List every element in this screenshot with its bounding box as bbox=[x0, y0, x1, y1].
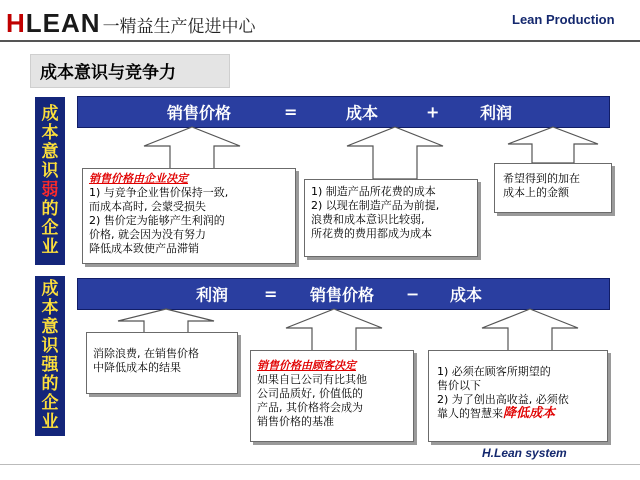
box-line: 浪费和成本意识比较弱, bbox=[311, 213, 425, 226]
up-arrow-icon bbox=[116, 308, 216, 334]
formula-profit: 利润 bbox=[196, 285, 229, 305]
price-set-by-company-box bbox=[82, 168, 296, 264]
page-title: 成本意识与竞争力 bbox=[40, 63, 176, 83]
box-line: 产品, 其价格将会成为 bbox=[257, 401, 363, 414]
formula-bar-weak bbox=[77, 96, 610, 128]
box-line: 销售价格的基准 bbox=[257, 415, 334, 428]
box-heading: 销售价格由顾客决定 bbox=[257, 359, 356, 372]
box-line: 1) 必须在顾客所期望的 bbox=[437, 365, 551, 378]
box-line: 1) 制造产品所花费的成本 bbox=[311, 185, 436, 198]
profit-description-box bbox=[494, 163, 612, 213]
strong-cost-awareness-label bbox=[35, 276, 65, 436]
logo-subtitle: 一精益生产促进中心 bbox=[102, 17, 256, 36]
formula-equals: = bbox=[264, 284, 278, 304]
cost-reduction-box bbox=[428, 350, 608, 442]
box-line: 公司品质好, 价值低的 bbox=[257, 387, 363, 400]
reduce-cost-highlight: 降低成本 bbox=[503, 406, 556, 421]
formula-bar-strong bbox=[77, 278, 610, 310]
price-set-by-customer-box bbox=[250, 350, 414, 442]
weak-label-post: 的企业 bbox=[41, 199, 59, 257]
box-line: 2) 为了创出高收益, 必须依 bbox=[437, 393, 569, 406]
box-line-emphasis bbox=[437, 407, 607, 421]
logo-h: H bbox=[6, 8, 26, 38]
header-right-label: Lean Production bbox=[512, 12, 615, 27]
box-line: 如果自已公司有比其他 bbox=[257, 373, 367, 386]
strong-label-text: 成本意识强的企业 bbox=[41, 279, 59, 432]
up-arrow-icon bbox=[506, 126, 600, 164]
up-arrow-icon bbox=[480, 308, 580, 352]
formula-plus: + bbox=[426, 102, 440, 122]
box-line: 降低成本致使产品滞销 bbox=[89, 242, 199, 255]
formula-cost: 成本 bbox=[346, 103, 379, 123]
company-logo bbox=[6, 8, 256, 39]
box-line: 中降低成本的结果 bbox=[93, 361, 181, 374]
footer-brand: H.Lean system bbox=[482, 446, 567, 460]
box-line: 而成本高时, 会蒙受损失 bbox=[89, 200, 206, 213]
footer-divider bbox=[0, 464, 640, 465]
header-divider bbox=[0, 40, 640, 42]
formula-price: 销售价格 bbox=[167, 103, 232, 123]
box-line: 成本上的金额 bbox=[503, 186, 569, 199]
box-line-pre: 靠人的智慧来 bbox=[437, 407, 503, 420]
formula-profit: 利润 bbox=[480, 103, 513, 123]
weak-cost-awareness-label bbox=[35, 97, 65, 265]
formula-equals: = bbox=[284, 102, 298, 122]
box-line: 价格, 就会因为没有努力 bbox=[89, 228, 206, 241]
logo-lean: LEAN bbox=[25, 8, 101, 38]
box-line: 2) 以现在制造产品为前提, bbox=[311, 199, 440, 212]
box-line: 售价以下 bbox=[437, 379, 481, 392]
box-line: 消除浪费, 在销售价格 bbox=[93, 347, 199, 360]
weak-label-red: 弱 bbox=[41, 180, 59, 200]
formula-cost: 成本 bbox=[450, 285, 483, 305]
formula-minus: − bbox=[406, 284, 420, 304]
cost-description-box bbox=[304, 179, 478, 257]
up-arrow-icon bbox=[345, 126, 445, 180]
weak-label-pre: 成本意识 bbox=[41, 104, 59, 181]
up-arrow-icon bbox=[142, 126, 242, 170]
profit-result-box bbox=[86, 332, 238, 394]
formula-price: 销售价格 bbox=[310, 285, 375, 305]
box-line: 希望得到的加在 bbox=[503, 172, 580, 185]
up-arrow-icon bbox=[284, 308, 384, 352]
box-line: 所花费的费用都成为成本 bbox=[311, 227, 432, 240]
box-line: 2) 售价定为能够产生利润的 bbox=[89, 214, 225, 227]
box-line: 1) 与竞争企业售价保持一致, bbox=[89, 186, 229, 199]
box-heading: 销售价格由企业决定 bbox=[89, 172, 188, 185]
